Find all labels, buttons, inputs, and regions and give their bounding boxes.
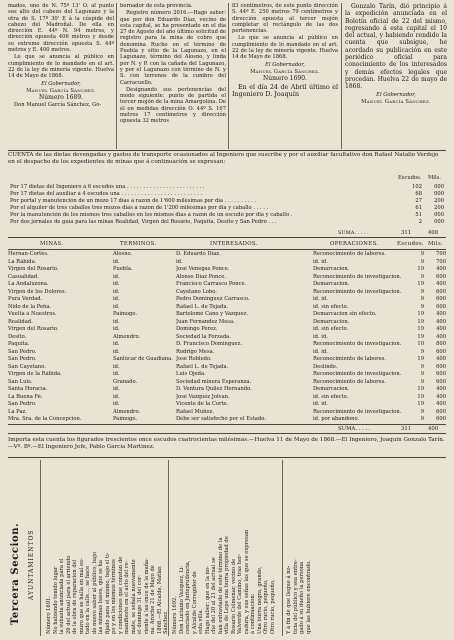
mine-escudos: 9	[420, 288, 424, 295]
cost-label: Por dos jornales de guía para las minas Realidad, Virgen del Rosario, Paquita, Desito y San Pedro . . .	[10, 219, 277, 225]
col-header-minas: MINAS.	[40, 241, 64, 247]
text-line: que las hubiere encontrado.	[305, 560, 312, 634]
text-line: Y á fin de que llegue á no-	[286, 565, 292, 634]
mine-term: id.	[113, 288, 120, 295]
text-line: muro que se halla en mal es-	[78, 558, 85, 634]
mine-interested: id.	[176, 258, 183, 265]
text-line: po y en los mismos términos	[111, 559, 117, 634]
escudos-header: Escudos.	[398, 175, 422, 181]
section-subtitle: AYUNTAMIENTOS	[28, 529, 35, 600]
mine-mils: 400	[436, 333, 446, 340]
mine-name: La Rábida.	[8, 258, 37, 265]
mine-mils: 400	[436, 393, 446, 400]
costs-sum-escudos: 311	[401, 230, 412, 236]
section-divider	[8, 457, 446, 458]
mine-interested: Rafael Muñoz.	[176, 408, 215, 415]
table-row	[8, 364, 446, 372]
mine-operation: Reconocimiento de investigacion.	[313, 273, 402, 280]
text-line: fijado para el mismo, bajo el ti-	[104, 552, 111, 634]
text-line: de nuevo saber al público, bajo	[91, 552, 98, 634]
table-row	[8, 356, 446, 364]
mine-escudos: 10	[417, 341, 424, 347]
mine-term: Paimogo.	[113, 311, 138, 317]
bottom-column-1	[46, 552, 170, 634]
mine-mils: 400	[436, 281, 446, 287]
mine-escudos: 19	[417, 356, 424, 362]
mine-escudos: 9	[420, 258, 424, 265]
mine-operation: Deslinde.	[313, 363, 338, 370]
closing-statement: Importa esta cuenta los figurados trescientos once escudos cuatrocientas milésimas.—Huelva 11 de Mayo de 1868.—El Ingeniero, Joaquin Gonzalo Tarín.—Vº. Bº.—El Ingeniero Jefe, Pablo Garcia Martinez.	[8, 437, 445, 450]
column-divider	[341, 3, 342, 149]
col-header-mils: Mils.	[428, 241, 444, 247]
cost-escudos: 27	[415, 198, 422, 204]
mine-term: Paimogo.	[113, 416, 138, 422]
column-divider	[228, 3, 229, 149]
table-row	[8, 289, 446, 297]
table-row	[8, 349, 446, 357]
table-row	[8, 259, 446, 267]
mine-name: San Pedro.	[8, 348, 37, 355]
mine-interested: Sociedad minera Esperanza.	[176, 378, 252, 385]
text-line: Otro rucio, pequeño,	[263, 579, 269, 634]
table-row	[8, 386, 446, 394]
mine-operation: Reconocimiento de investigacion.	[313, 288, 402, 295]
text-line: Rosario Colmenar, vecino de	[230, 558, 237, 634]
col-header-interesados: INTERESADOS.	[210, 241, 258, 247]
mine-term: id.	[113, 296, 120, 302]
mine-interested: Sociedad la Forzada.	[176, 333, 231, 340]
mine-mils: 600	[436, 296, 446, 302]
table-row	[8, 266, 446, 274]
mine-interested: Bartolomé Cano y Vazquez.	[176, 311, 248, 317]
mine-operation: id. id.	[313, 258, 328, 265]
mine-operation: Reconocimiento de labores.	[313, 356, 386, 362]
table-row	[8, 401, 446, 409]
mine-name: Nido de la Peña.	[8, 303, 52, 310]
mine-term: id.	[113, 326, 120, 332]
mine-term: Puebla.	[113, 266, 133, 272]
mine-name: San Luis.	[8, 378, 33, 385]
mine-interested: D. Francisco Dominguez.	[176, 341, 243, 347]
mine-mils: 600	[436, 378, 446, 385]
mine-term: id.	[113, 371, 120, 377]
signature-title: El Gobernador,	[376, 91, 416, 98]
paragraph: 83 centímetros, de este punto dirección S. 44º E. 250 metros 79 centímetros y dirección opuesta al tercer mojón completar el rectángulo de las dos pertenencias.	[232, 3, 338, 35]
mine-interested: Juan Fernandez Mesa.	[176, 318, 235, 325]
mine-name: Paquita.	[8, 341, 30, 347]
cost-label: Por la manutención de los mismos tres caballos en los mismos dias á razon de un escudo por dia y caballo .	[10, 212, 293, 218]
paragraph: En el día 24 de Abril último el Ingeniero D. Joaquín	[232, 82, 338, 99]
text-line: las mismas bases, que se ha	[98, 560, 104, 634]
cost-row	[10, 191, 444, 198]
mine-operation: id. por abandono.	[313, 416, 360, 422]
table-row	[8, 281, 446, 289]
mine-interested: Domingo Perez.	[176, 326, 218, 332]
mine-interested: Rodrigo Mesa.	[176, 348, 215, 355]
mine-escudos: 19	[417, 326, 424, 332]
text-line: han extraviado de este término de la	[217, 537, 224, 634]
text-line: 20 del actual para el arriendo	[65, 555, 72, 634]
mine-escudos: 9	[420, 296, 424, 302]
table-row	[8, 311, 446, 319]
mine-name: La Paz.	[8, 408, 27, 415]
paragraph: Designando sus pertenencias del modo siguiente: punto de partida el tercer mojón de la mina Amargolina. De él en medidas dirección O. 44º S. 167 metros 17 centímetros y dirección opuesta 32 metros	[120, 86, 226, 125]
mine-escudos: 9	[420, 303, 424, 310]
cost-row	[10, 205, 444, 212]
mine-operation: id. id.	[313, 296, 328, 302]
mine-name: San Cayetano.	[8, 363, 46, 370]
mine-name: Virgen del Rosario.	[8, 266, 59, 272]
mine-escudos: 9	[420, 273, 424, 280]
mine-term: id.	[113, 401, 120, 407]
text-line: Don Lucianio Vazquez, Li-	[178, 565, 185, 634]
cost-mils: 000	[434, 184, 444, 190]
table-row	[8, 409, 446, 417]
mine-escudos: 19	[417, 281, 424, 287]
mine-interested: Francisco Carrasco Ponce.	[176, 281, 247, 287]
text-line: cenciado en Jurisprudencia,	[185, 560, 191, 634]
section-title: Tercera Seccion.	[10, 522, 21, 625]
mine-interested: Pedro Dominguez Carrasco.	[176, 296, 250, 302]
notice-number: Número 1689.	[39, 94, 83, 102]
text-line: y condiciones que constan de	[117, 556, 124, 634]
table-row	[8, 371, 446, 379]
mine-mils: 400	[436, 386, 446, 392]
mine-name: Mra. Sra. de la Concepcion.	[8, 416, 82, 422]
mine-operation: Demarcacion.	[313, 281, 350, 287]
mine-escudos: 19	[417, 386, 424, 392]
mine-mils: 600	[436, 348, 446, 355]
text-line: la subasta anunciada para el	[59, 558, 65, 634]
mine-escudos: 19	[417, 333, 424, 340]
mine-operation: id. id.	[313, 348, 328, 355]
mine-term: Alosno.	[113, 251, 133, 257]
text-line: Una burra negra, grande,	[256, 566, 263, 634]
text-line: Hago saber: que en la no-	[204, 566, 211, 634]
sum-rule	[8, 433, 446, 434]
cost-mils: 000	[434, 191, 444, 197]
mine-escudos: 19	[417, 311, 424, 317]
mine-operation: Demarcacion.	[313, 386, 350, 392]
table-sum-label: SUMA. . . . .	[338, 426, 371, 432]
text-line: gado á su dueño la persona	[299, 561, 305, 634]
mine-mils: 400	[436, 326, 446, 332]
cost-escudos: 51	[415, 212, 422, 218]
paragraph: bernador de esta provincia.	[120, 3, 193, 9]
mine-operation: Reconocimiento de labores.	[313, 251, 386, 257]
mine-operation: Demarcacion sin efecto.	[313, 311, 377, 317]
text-line: el domingo 31 del cor-	[137, 574, 143, 634]
text-line: de la obra de reparacion del	[72, 559, 78, 634]
cost-label: Por portal y manutención de un mozo 17 días á razon de 1'600 milésimas por día . . . . . . . . . .	[10, 198, 256, 204]
table-row	[8, 251, 446, 259]
table-sum-mils: 400	[428, 426, 439, 432]
mine-escudos: 9	[420, 251, 424, 257]
section-divider	[8, 150, 446, 151]
mine-interested: Cayetano Lobo.	[176, 288, 217, 295]
mine-name: Desito.	[8, 333, 27, 340]
signature-name: Manuel García Sánchez.	[361, 98, 431, 105]
mine-name: Casualidad.	[8, 273, 39, 280]
mine-mils: 700	[436, 251, 446, 257]
table-row	[8, 394, 446, 402]
table-row	[8, 416, 446, 424]
mine-term: id.	[113, 386, 120, 392]
mine-term: Sanlúcar de Guadiana.	[113, 356, 173, 362]
text-line: riente á las once de la maña-	[143, 558, 150, 634]
paragraph: Lo que se anuncia al público en cumplimiento de lo mandado en el art. 22 de la ley de minería vigente. Huelva 14 de Mayo de 1868.	[8, 54, 114, 80]
text-line: villa de Lepe una burra propiedad de	[224, 536, 230, 634]
mine-interested: Vicente de la Corte.	[176, 401, 229, 407]
text-line: che del 20 al 21 del actual se	[211, 557, 217, 634]
mine-name: San Pedro.	[8, 356, 37, 362]
paragraph: Lo que se anuncia al público en cumplimiento de lo mandado en el art. 22 de la ley de minería vigente. Huelva 14 de Mayo de 1868.	[232, 35, 338, 61]
table-row	[8, 319, 446, 327]
mine-term: id.	[113, 303, 120, 310]
cost-row	[10, 198, 444, 205]
mine-term: Almendro.	[113, 408, 141, 415]
mine-mils: 700	[436, 258, 446, 265]
bottom-column-3	[286, 559, 312, 634]
table-row	[8, 296, 446, 304]
text-line: No habiendo tenido lugar	[52, 566, 59, 634]
signature-title: El Gobernador,	[265, 61, 305, 68]
mine-interested: D. Ventura Quilez Hernando.	[176, 386, 252, 392]
bottom-column-2	[172, 530, 276, 634]
table-row	[8, 341, 446, 349]
cost-row	[10, 184, 444, 191]
mine-mils: 400	[436, 318, 446, 325]
mine-mils: 600	[436, 416, 446, 422]
text-line: 1868.—El Alcalde, Matias	[156, 566, 163, 634]
table-row	[8, 304, 446, 312]
table-row	[8, 326, 446, 334]
mine-interested: Luis Ojeda.	[176, 371, 206, 377]
account-intro: CUENTA de las dietas devengadas y gastos de transporte ocasionados al Ingeniero que suscribe y por el auxiliar facultativo don Rafael Natalio Verdejo en el despacho de los expedientes de minas que á continuación se expresan:	[8, 152, 439, 165]
mine-mils: 600	[436, 303, 446, 310]
mine-mils: 800	[436, 341, 446, 347]
mine-escudos: 19	[417, 318, 424, 325]
text-line: mate, se señala nuevamente	[130, 559, 137, 634]
signature-name: Manuel García Sánchez.	[250, 68, 320, 75]
mine-operation: Demarcacion.	[313, 266, 350, 272]
text-line: manifiesto en el acto del re-	[124, 560, 130, 634]
text-line: y Alcalde Corregidor de	[191, 571, 198, 634]
text-line: Sánchez.	[163, 610, 169, 634]
mine-mils: 400	[436, 401, 446, 407]
cost-escudos: 102	[412, 184, 422, 190]
mine-escudos: 9	[420, 363, 424, 370]
cost-mils: 200	[434, 205, 444, 211]
mine-operation: Reconocimiento de investigacion.	[313, 341, 402, 347]
mine-term: Almendro.	[113, 333, 141, 340]
mine-term: Granado.	[113, 378, 138, 385]
text-line: ticia del público y sea entre-	[292, 559, 299, 634]
cost-label: Por el alquiler de tres caballos tres mozos dias á razon de 1'200 milésimas por dia y caballo . . . . .	[10, 205, 269, 211]
mine-term: id.	[113, 273, 120, 280]
column-divider	[116, 3, 117, 149]
column-3	[232, 3, 338, 100]
mine-name: Realidad.	[8, 318, 33, 325]
text-line: Valverde del Camino, tras her-	[237, 553, 243, 634]
mine-operation: id. id.	[313, 333, 328, 340]
mine-escudos: 9	[420, 348, 424, 355]
mine-interested: José Venegas Ponce.	[176, 266, 230, 272]
mine-mils: 600	[436, 273, 446, 280]
mine-escudos: 9	[420, 371, 424, 377]
mine-escudos: 19	[417, 393, 424, 400]
mine-operation: id. id.	[313, 401, 328, 407]
column-divider	[282, 460, 283, 636]
table-row	[8, 334, 446, 342]
mine-escudos: 19	[417, 401, 424, 407]
mine-name: Virgen del Rosario.	[8, 326, 59, 332]
mine-name: Hernan-Cortés.	[8, 251, 49, 257]
mine-mils: 400	[436, 266, 446, 272]
cost-escudos: 2	[418, 219, 422, 225]
table-bottom-rule	[8, 424, 446, 425]
mine-mils: 400	[436, 311, 446, 317]
mine-interested: Rafael L. de Tejada.	[176, 303, 229, 310]
table-top-rule	[8, 237, 446, 238]
mine-operation: id. sin efecto.	[313, 393, 349, 400]
cost-mils: 200	[434, 198, 444, 204]
mine-name: Santa Horacia.	[8, 386, 48, 392]
mine-escudos: 9	[420, 408, 424, 415]
mine-term: id.	[113, 258, 120, 265]
mine-interested: Debe ser satisfecho por el Estado.	[176, 416, 266, 422]
mine-mils: 400	[436, 356, 446, 362]
mine-term: id.	[113, 393, 120, 400]
text-line: á continuacion:	[250, 593, 256, 634]
mine-operation: Reconocimiento de investigacion.	[313, 408, 402, 415]
costs-sum-label: SUMA. . . . .	[338, 230, 369, 236]
table-sum-escudos: 311	[401, 426, 412, 432]
cost-row	[10, 212, 444, 219]
mine-term: id.	[113, 363, 120, 370]
mine-term: id.	[113, 281, 120, 287]
text-line: tado en la calle..., se hace	[85, 565, 91, 634]
mine-name: Pura Verdad.	[8, 296, 43, 302]
mine-operation: id. sin efecto.	[313, 326, 349, 332]
mine-interested: D. Eduardo Díaz.	[176, 251, 221, 257]
signature-title: El Gobernador,	[41, 80, 81, 87]
notice-number: Número 1690.	[263, 75, 307, 83]
mine-name: La Buena Fé.	[8, 393, 43, 400]
cost-escudos: 61	[415, 205, 422, 211]
cost-label: Por 17 dietas del auxiliar á 4 escudos una . . . . . . . . . . . . . . . . . . . . . . . . .	[10, 191, 203, 197]
mine-escudos: 9	[420, 378, 424, 385]
text-line: esta villa.	[198, 608, 204, 634]
col-header-operaciones: OPERACIONES.	[330, 241, 379, 247]
mine-interested: José Vazquez Jolvan.	[176, 393, 230, 400]
text-line: na. Aroche 21 de Mayo de	[150, 565, 156, 634]
column-divider	[40, 460, 41, 636]
mine-term: id.	[113, 318, 120, 325]
paragraph: Registro número 2016.—Hago saber: que por don Eduardo Díaz, vecino de esta capital, se ha presentado en el día 27 de Agosto del año último solicitud de registro para la mina de cobre que denomina Rucho en el término de Puebla y sitio de la Lagunazo, en el Lagunazo, término del Alosno, y linda por N. y P. con la cañada del Lagunazo, y por el Lagunazo con término de N. y S. con terrenos de la cumbre del Carracuello.	[120, 10, 226, 86]
table-row	[8, 274, 446, 282]
cost-mils: 000	[434, 219, 444, 225]
mine-operation: Reconocimiento de labores.	[313, 378, 386, 385]
cost-escudos: 68	[415, 191, 422, 197]
mine-interested: Rafael L. de Tejada.	[176, 363, 229, 370]
col-header-escudos: Escudos.	[397, 241, 425, 247]
mine-operation: id. sin efecto.	[313, 303, 349, 310]
table-header-rule	[8, 249, 446, 250]
paragraph: mados, uno de N. 75º 13' O. al punto sus alto del cabezo del Lagunazo y la otra de S. 17º 30' E á la cúspide del cabezo del Madroñal. De ella en dirección E. 44º N. 94 metros, y dirección opuesta 406 metros y desde su extremo dirección opuesta S. 44º metros y E. 400 metros.	[8, 3, 114, 54]
mine-mils: 600	[436, 363, 446, 370]
mine-term: id.	[113, 341, 120, 347]
cost-label: Por 17 dietas del Ingeniero á 6 escudos una . . . . . . . . . . . . . . . . . . . . . . . .	[10, 184, 205, 190]
mine-name: Virgen de los Dolores.	[8, 288, 67, 295]
cost-mils: 000	[434, 212, 444, 218]
column-2	[120, 3, 226, 126]
paragraph: Gonzalo Tarín, dió principio á la expedición anunciada en el Boletín oficial de 22 del mismo, regresando á esta capital el 10 del actual, y habiendo rendido la cuenta que subsigue, he acordado su publicación en este periódico oficial para conocimiento de los interesados y demás efectos legales que procedan. Huelva 22 de mayo de 1868.	[345, 3, 447, 91]
column-1	[8, 3, 114, 110]
mine-name: Vuelta á Nuestros.	[8, 311, 57, 317]
mine-mils: 600	[436, 288, 446, 295]
col-header-terminos: TERMINOS.	[120, 241, 157, 247]
mine-interested: Alonso Díaz Ponce.	[176, 273, 226, 280]
table-row	[8, 379, 446, 387]
text-line: Número 1691.	[46, 596, 52, 634]
mine-name: La Andaluzona.	[8, 281, 49, 287]
costs-sum-mils: 400	[428, 230, 439, 236]
mine-name: San Pedro.	[8, 401, 37, 407]
mine-escudos: 19	[417, 266, 424, 272]
mine-mils: 600	[436, 371, 446, 377]
mine-mils: 600	[436, 408, 446, 415]
paragraph: Don Manuel García Sánchez, Go-	[14, 102, 102, 109]
mine-escudos: 9	[420, 416, 424, 422]
mine-term: id.	[113, 348, 120, 355]
column-divider	[168, 460, 169, 636]
column-4	[345, 3, 447, 106]
text-line: radura, y sus señas las que se expresan	[243, 529, 250, 634]
signature-name: Manuel García Sánchez.	[26, 87, 96, 94]
text-line: Otro rucio, pequeño,	[269, 579, 276, 634]
mine-operation: Reconocimiento de investigacion.	[313, 371, 402, 377]
cost-row	[10, 219, 444, 226]
mils-header: Mils.	[428, 175, 441, 181]
mine-operation: Demarcacion.	[313, 318, 350, 325]
mine-name: Virgen de la Rábida.	[8, 371, 62, 377]
mine-interested: José Robledo.	[176, 356, 212, 362]
text-line: Número 1692.	[172, 596, 178, 634]
